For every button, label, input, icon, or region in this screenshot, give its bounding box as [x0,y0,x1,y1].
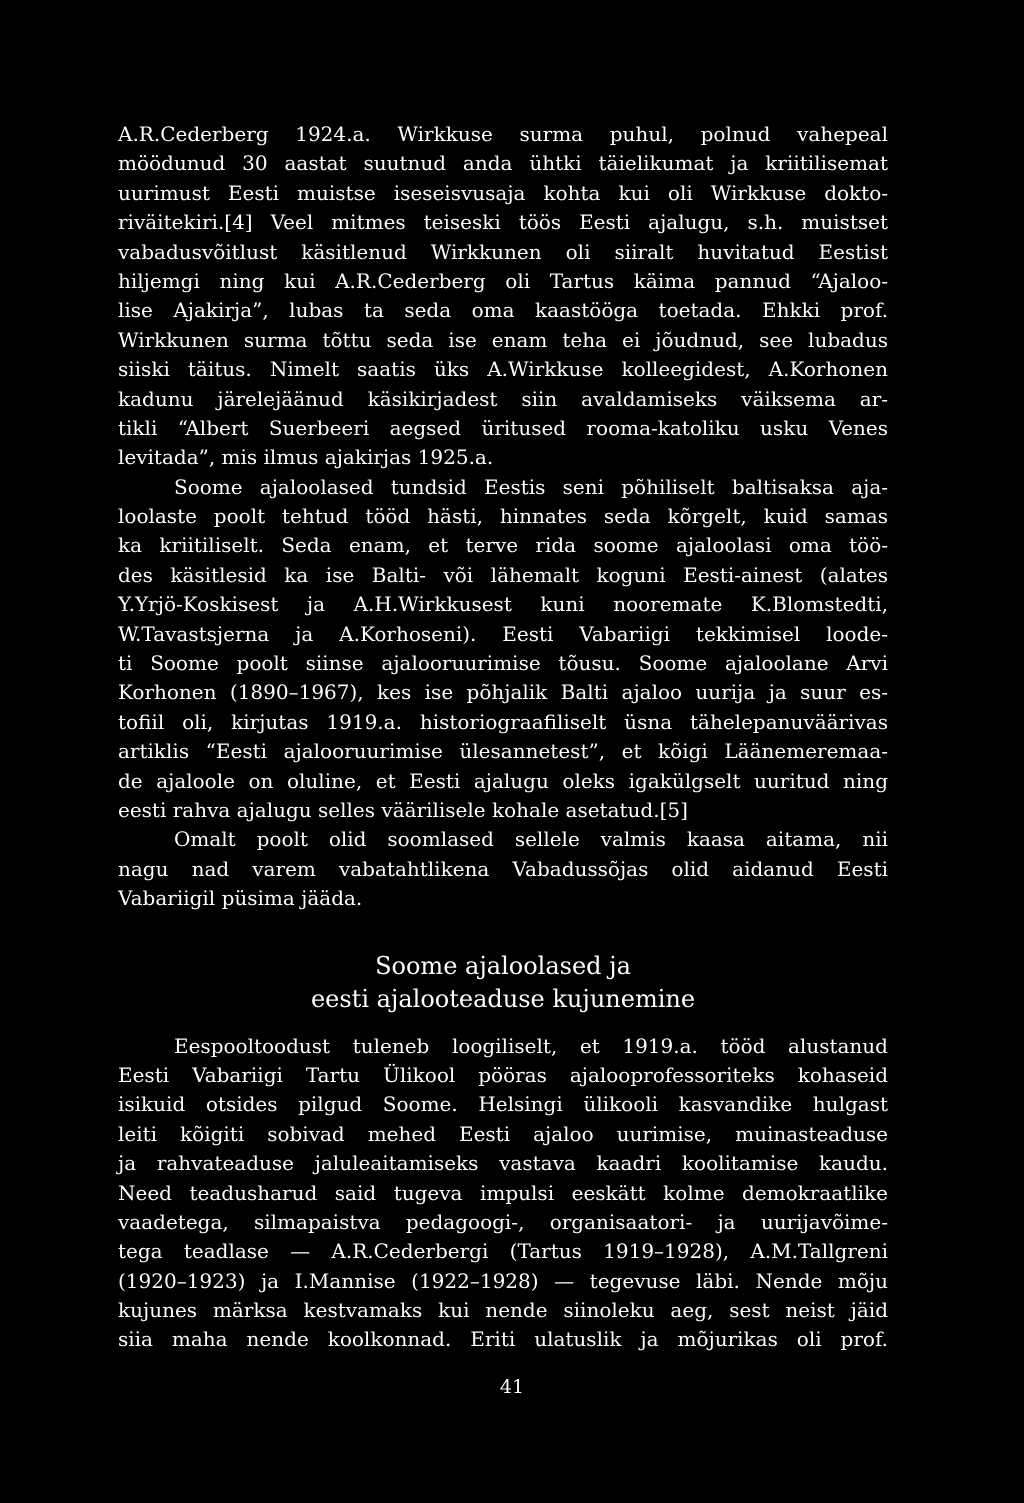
text-line: tikli “Albert Suerbeeri aegsed üritused rooma-katoliku usku Venes [118,415,888,440]
text-line: (1920–1923) ja I.Mannise (1922–1928) — tegevuse läbi. Nende mõju [118,1268,888,1293]
page-body [118,120,888,1355]
text-line: vabadusvõitlust käsitlenud Wirkkunen oli siiralt huvitatud Eestist [118,239,888,264]
text-line: vaadetega, silmapaistva pedagoogi-, organisaatori- ja uurijavõime- [118,1209,888,1234]
text-line: ka kriitiliselt. Seda enam, et terve rida soome ajaloolasi oma töö- [118,533,888,558]
text-line: Soome ajaloolased tundsid Eestis seni põhiliselt baltisaksa aja- [174,474,888,499]
section-heading-line-1: Soome ajaloolased ja [375,951,631,980]
text-line: loolaste poolt tehtud tööd hästi, hinnates seda kõrgelt, kuid samas [118,504,888,529]
text-line: leiti kõigiti sobivad mehed Eesti ajaloo uurimise, muinasteaduse [118,1121,888,1146]
page-number: 41 [499,1376,525,1398]
text-line: Wirkkunen surma tõttu seda ise enam teha ei jõudnud, see lubadus [118,327,888,352]
paragraph-3 [118,825,888,913]
text-line: Eespooltoodust tuleneb loogiliselt, et 1919.a. tööd alustanud [174,1033,888,1058]
text-line: Omalt poolt olid soomlased sellele valmis kaasa aitama, nii [174,827,888,852]
text-line: des käsitlesid ka ise Balti- või lähemalt koguni Eesti-ainest (alates [118,562,888,587]
text-line: kujunes märksa kestvamaks kui nende siinoleku aeg, sest neist jäid [118,1298,888,1323]
text-line: eesti rahva ajalugu selles väärilisele kohale asetatud.[5] [118,797,688,822]
text-line: Y.Yrjö-Koskisest ja A.H.Wirkkusest kuni nooremate K.Blomstedti, [118,592,888,617]
text-line: Vabariigil püsima jääda. [118,886,363,911]
section-heading [118,950,888,1016]
text-line: siia maha nende koolkonnad. Eriti ulatuslik ja mõjurikas oli prof. [118,1327,888,1352]
text-line: Korhonen (1890–1967), kes ise põhjalik Balti ajaloo uurija ja suur es- [118,680,888,705]
text-line: artiklis “Eesti ajalooruurimise ülesannetest”, et kõigi Läänemeremaa- [118,739,888,764]
text-line: hiljemgi ning kui A.R.Cederberg oli Tartus käima pannud “Ajaloo- [118,268,888,293]
text-line: tofiil oli, kirjutas 1919.a. historiograafiliselt üsna tähelepanuväärivas [118,709,888,734]
paragraph-1 [118,120,888,473]
text-line: ja rahvateaduse jaluleaitamiseks vastava kaadri koolitamise kaudu. [118,1151,888,1176]
text-line: lise Ajakirja”, lubas ta seda oma kaastööga toetada. Ehkki prof. [118,298,888,323]
text-line: tega teadlase — A.R.Cederbergi (Tartus 1919–1928), A.M.Tallgreni [118,1239,888,1264]
text-line: möödunud 30 aastat suutnud anda ühtki täielikumat ja kriitilisemat [118,151,888,176]
text-line: nagu nad varem vabatahtlikena Vabadussõjas olid aidanud Eesti [118,856,888,881]
text-line: riväitekiri.[4] Veel mitmes teiseski töös Eesti ajalugu, s.h. muistset [118,210,888,235]
text-line: isikuid otsides pilgud Soome. Helsingi ülikooli kasvandike hulgast [118,1092,888,1117]
section-heading-line-2: eesti ajalooteaduse kujunemine [310,984,696,1013]
paragraph-4 [118,1032,888,1355]
text-line: Eesti Vabariigi Tartu Ülikool pööras ajalooprofessoriteks kohaseid [118,1062,888,1087]
text-line: A.R.Cederberg 1924.a. Wirkkuse surma puhul, polnud vahepeal [118,122,888,146]
text-line: kadunu järelejäänud käsikirjadest siin avaldamiseks väiksema ar- [118,386,888,411]
text-line: siiski täitus. Nimelt saatis üks A.Wirkkuse kolleegidest, A.Korhonen [118,357,888,382]
text-line: Need teadusharud said tugeva impulsi eeskätt kolme demokraatlike [118,1180,888,1205]
text-line: uurimust Eesti muistse iseseisvusaja kohta kui oli Wirkkuse dokto- [118,180,888,205]
text-line: de ajaloole on oluline, et Eesti ajalugu oleks igakülgselt uuritud ning [118,768,888,793]
text-line: ti Soome poolt siinse ajalooruurimise tõusu. Soome ajaloolane Arvi [118,651,888,676]
text-line: W.Tavastsjerna ja A.Korhoseni). Eesti Vabariigi tekkimisel loode- [118,621,888,646]
text-line: levitada”, mis ilmus ajakirjas 1925.a. [118,445,494,470]
paragraph-2 [118,473,888,826]
